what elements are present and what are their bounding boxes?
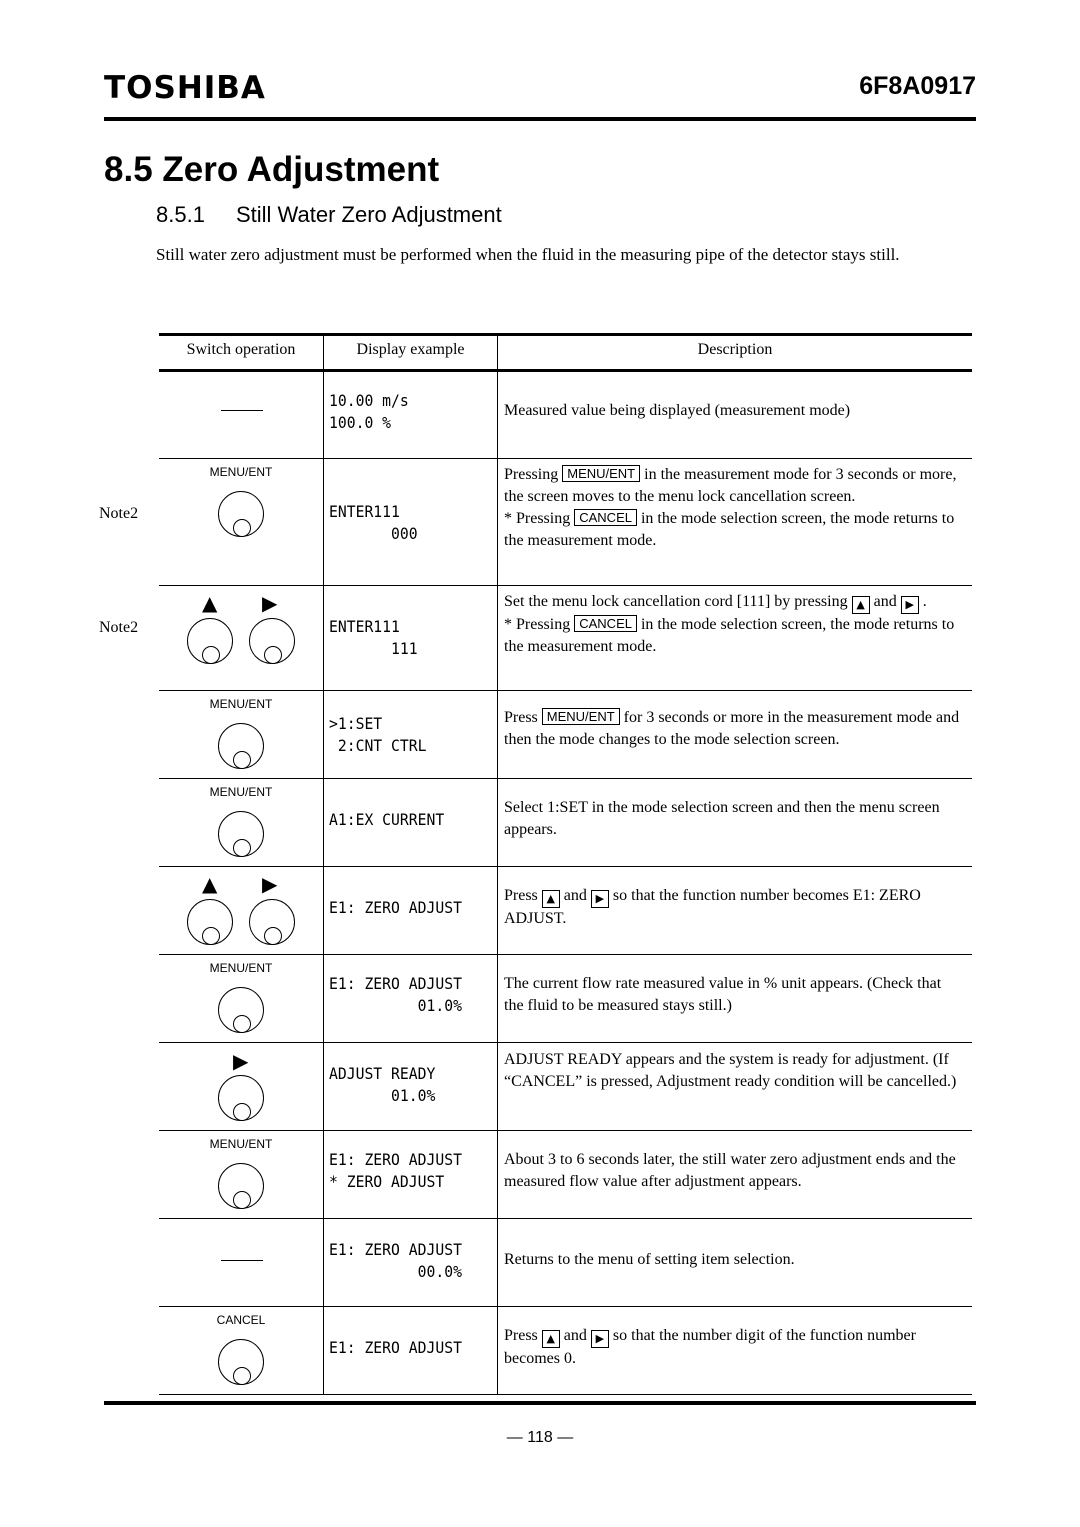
- right-arrow-icon: ▶: [262, 591, 278, 615]
- description-text: Returns to the menu of setting item selection.: [504, 1251, 795, 1268]
- display-example-text: ENTER111 111: [329, 617, 418, 658]
- table-row: [159, 779, 972, 867]
- table-row: [159, 867, 972, 955]
- table-row: [99, 586, 972, 691]
- menu-ent-key-label: MENU/ENT: [562, 465, 640, 482]
- switch-cell: [99, 459, 323, 585]
- display-cell: [323, 867, 498, 954]
- table-row: [159, 372, 972, 459]
- display-cell: [323, 779, 498, 866]
- display-example-text: ENTER111 000: [329, 502, 418, 543]
- description-cell: [498, 372, 972, 458]
- menu-ent-key-button: [218, 987, 264, 1033]
- table-row: [159, 1307, 972, 1395]
- switch-cell: [159, 1043, 323, 1130]
- description-cell: [498, 586, 972, 690]
- table-row: [159, 1131, 972, 1219]
- description-text: Set the menu lock cancellation cord [111] by pressing ▲ and ▶ . * Pressing CANCEL in the mode selection screen, the mode returns to the measurement mode.: [504, 593, 955, 655]
- cancel-key-button: [218, 1339, 264, 1385]
- key-label: MENU/ENT: [209, 697, 273, 711]
- table-body: [99, 372, 972, 1395]
- subsection-label: Still Water Zero Adjustment: [236, 202, 502, 227]
- page-number: — 118 —: [506, 1429, 574, 1446]
- subsection-title: [156, 202, 502, 228]
- table-row: [99, 459, 972, 586]
- menu-ent-key-label: MENU/ENT: [542, 708, 620, 725]
- description-cell: [498, 867, 972, 954]
- header-display-example: Display example: [356, 341, 465, 358]
- cancel-key-label: CANCEL: [574, 509, 637, 526]
- description-cell: [498, 459, 972, 585]
- footer-rule: [104, 1401, 976, 1405]
- up-arrow-icon: ▲: [202, 872, 218, 896]
- no-operation-dash: [221, 1260, 263, 1261]
- switch-cell: [159, 1219, 323, 1306]
- description-text: Pressing MENU/ENT in the measurement mode for 3 seconds or more, the screen moves to the menu lock cancellation screen. * Pressing CANCEL in the mode selection screen, the mode returns to the measurement mode.: [504, 466, 957, 549]
- display-example-text: E1: ZERO ADJUST: [329, 1338, 462, 1357]
- brand-logo: TOSHIBA: [104, 70, 266, 106]
- document-number: 6F8A0917: [859, 72, 976, 100]
- display-cell: [323, 1131, 498, 1218]
- display-example-text: ADJUST READY 01.0%: [329, 1064, 436, 1105]
- right-key-icon: ▶: [591, 890, 609, 908]
- display-example-text: E1: ZERO ADJUST * ZERO ADJUST: [329, 1150, 462, 1191]
- description-cell: [498, 955, 972, 1042]
- switch-cell: [159, 1131, 323, 1218]
- header-divider: [323, 336, 324, 369]
- right-key-icon: ▶: [901, 596, 919, 614]
- up-key-icon: ▲: [852, 596, 870, 614]
- display-cell: [323, 955, 498, 1042]
- table-row: [159, 955, 972, 1043]
- up-key-button: [187, 618, 233, 664]
- up-key-icon: ▲: [542, 1330, 560, 1348]
- right-key-button: [218, 1075, 264, 1121]
- description-text: Press ▲ and ▶ so that the number digit of the function number becomes 0.: [504, 1327, 916, 1367]
- description-cell: [498, 1043, 972, 1130]
- section-title: 8.5 Zero Adjustment: [104, 150, 440, 189]
- display-cell: [323, 691, 498, 778]
- display-example-text: 10.00 m/s 100.0 %: [329, 391, 409, 432]
- description-cell: [498, 1131, 972, 1218]
- header-switch-operation: Switch operation: [186, 341, 296, 358]
- switch-cell: [159, 867, 323, 954]
- intro-paragraph: Still water zero adjustment must be performed when the fluid in the measuring pipe of the detector stays still.: [156, 245, 900, 264]
- display-cell: [323, 459, 498, 585]
- display-example-text: >1:SET 2:CNT CTRL: [329, 714, 427, 755]
- menu-ent-key-button: [218, 723, 264, 769]
- description-text: The current flow rate measured value in % unit appears. (Check that the fluid to be measured stays still.): [504, 975, 942, 1014]
- switch-cell: [99, 586, 323, 690]
- procedure-table: [99, 333, 972, 1395]
- table-row: [159, 1219, 972, 1307]
- menu-ent-key-button: [218, 1163, 264, 1209]
- display-example-text: E1: ZERO ADJUST: [329, 898, 462, 917]
- table-row: [159, 1043, 972, 1131]
- subsection-number: 8.5.1: [156, 202, 205, 227]
- switch-cell: [159, 779, 323, 866]
- description-text: About 3 to 6 seconds later, the still water zero adjustment ends and the measured flow value after adjustment appears.: [504, 1151, 956, 1190]
- description-cell: [498, 779, 972, 866]
- description-cell: [498, 1219, 972, 1306]
- description-text: ADJUST READY appears and the system is ready for adjustment. (If “CANCEL” is pressed, Adjustment ready condition will be cancelled.): [504, 1051, 957, 1090]
- display-example-text: E1: ZERO ADJUST 00.0%: [329, 1240, 462, 1281]
- menu-ent-key-button: [218, 491, 264, 537]
- description-cell: [498, 691, 972, 778]
- right-key-button: [249, 618, 295, 664]
- display-example-text: E1: ZERO ADJUST 01.0%: [329, 974, 462, 1015]
- note-label: Note2: [99, 505, 139, 522]
- description-text: Select 1:SET in the mode selection screen and then the menu screen appears.: [504, 799, 940, 838]
- header-description: Description: [697, 341, 773, 358]
- right-arrow-icon: ▶: [233, 1049, 249, 1073]
- right-arrow-icon: ▶: [262, 872, 278, 896]
- switch-cell: [159, 1307, 323, 1394]
- display-cell: [323, 586, 498, 690]
- note-label: Note2: [99, 619, 139, 636]
- up-key-icon: ▲: [542, 890, 560, 908]
- display-cell: [323, 1043, 498, 1130]
- switch-cell: [159, 372, 323, 458]
- display-cell: [323, 372, 498, 458]
- display-cell: [323, 1307, 498, 1394]
- header-rule: [104, 117, 976, 121]
- description-text: Press ▲ and ▶ so that the function number becomes E1: ZERO ADJUST.: [504, 887, 921, 927]
- switch-cell: [159, 691, 323, 778]
- right-key-icon: ▶: [591, 1330, 609, 1348]
- key-label: MENU/ENT: [209, 785, 273, 799]
- header-divider: [497, 336, 498, 369]
- description-cell: [498, 1307, 972, 1394]
- display-cell: [323, 1219, 498, 1306]
- cancel-key-label: CANCEL: [574, 615, 637, 632]
- key-label: MENU/ENT: [209, 465, 273, 479]
- key-label: MENU/ENT: [209, 961, 273, 975]
- description-text: Measured value being displayed (measurement mode): [504, 402, 851, 419]
- no-operation-dash: [221, 410, 263, 411]
- table-header: [159, 333, 972, 372]
- right-key-button: [249, 899, 295, 945]
- key-label: CANCEL: [216, 1313, 266, 1327]
- menu-ent-key-button: [218, 811, 264, 857]
- switch-cell: [159, 955, 323, 1042]
- display-example-text: A1:EX CURRENT: [329, 810, 445, 829]
- table-row: [159, 691, 972, 779]
- description-text: Press MENU/ENT for 3 seconds or more in the measurement mode and then the mode changes to the mode selection screen.: [504, 709, 960, 748]
- key-label: MENU/ENT: [209, 1137, 273, 1151]
- up-arrow-icon: ▲: [202, 591, 218, 615]
- up-key-button: [187, 899, 233, 945]
